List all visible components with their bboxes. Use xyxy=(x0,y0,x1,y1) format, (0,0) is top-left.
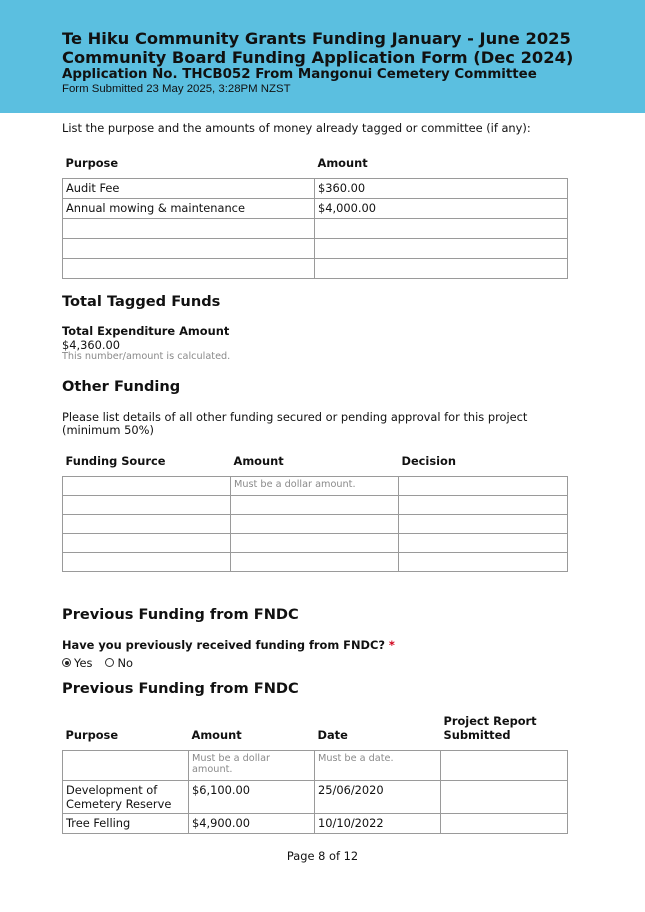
decision-cell xyxy=(399,534,568,553)
hint-cell: Must be a date. xyxy=(315,751,441,781)
funding-source-cell xyxy=(63,515,231,534)
amount-cell xyxy=(231,496,399,515)
submitted-date: Form Submitted 23 May 2025, 3:28PM NZST xyxy=(62,83,291,95)
radio-yes-label: Yes xyxy=(74,655,93,670)
table-row xyxy=(63,477,568,496)
calculated-note: This number/amount is calculated. xyxy=(62,351,231,362)
hint-cell xyxy=(63,751,189,781)
col-header-amount: Amount xyxy=(233,454,284,468)
funding-source-cell xyxy=(63,496,231,515)
previous-funding-question-title: Previous Funding from FNDC xyxy=(62,606,299,623)
purpose-cell: Development of Cemetery Reserve xyxy=(63,781,189,814)
previous-funding-radio-group xyxy=(62,652,141,671)
amount-cell xyxy=(315,258,568,278)
col-header-amount: Amount xyxy=(191,728,242,742)
hint-cell xyxy=(441,751,568,781)
other-funding-title: Other Funding xyxy=(62,378,181,395)
purpose-cell: Annual mowing & maintenance xyxy=(63,198,315,218)
radio-empty-icon xyxy=(105,658,114,667)
col-header-date: Date xyxy=(317,728,348,742)
application-number: Application No. THCB052 From Mangonui Cemetery Committee xyxy=(62,67,537,82)
amount-cell xyxy=(231,534,399,553)
table-row xyxy=(63,218,568,238)
total-tagged-title: Total Tagged Funds xyxy=(62,293,221,310)
table-row xyxy=(63,258,568,278)
amount-cell: $6,100.00 xyxy=(189,781,315,814)
funding-source-cell xyxy=(63,477,231,496)
table-row xyxy=(63,178,568,198)
radio-yes[interactable] xyxy=(62,656,92,670)
col-header-decision: Decision xyxy=(401,454,456,468)
amount-cell xyxy=(231,515,399,534)
purpose-cell xyxy=(63,258,315,278)
radio-no-label: No xyxy=(117,655,133,670)
amount-cell xyxy=(231,553,399,572)
col-header-funding-source: Funding Source xyxy=(65,454,166,468)
col-header-purpose: Purpose xyxy=(65,728,119,742)
table-row xyxy=(63,534,568,553)
purpose-cell xyxy=(63,218,315,238)
tagged-table xyxy=(62,152,568,279)
date-cell: 10/10/2022 xyxy=(315,814,441,834)
table-row xyxy=(63,198,568,218)
hint-cell: Must be a dollar amount. xyxy=(189,751,315,781)
other-funding-table xyxy=(62,454,568,572)
table-row xyxy=(63,781,568,814)
funding-source-cell xyxy=(63,553,231,572)
funding-source-cell xyxy=(63,534,231,553)
amount-cell: $4,900.00 xyxy=(189,814,315,834)
radio-selected-icon xyxy=(62,658,71,667)
report-cell xyxy=(441,781,568,814)
previous-funding-question xyxy=(62,639,395,652)
hint-row xyxy=(63,751,568,781)
required-marker: * xyxy=(388,638,395,652)
amount-cell xyxy=(315,218,568,238)
table-row xyxy=(63,238,568,258)
amount-cell: $360.00 xyxy=(315,178,568,198)
purpose-cell: Audit Fee xyxy=(63,178,315,198)
total-expenditure-value: $4,360.00 xyxy=(62,338,120,352)
tagged-intro: List the purpose and the amounts of money already tagged or committee (if any): xyxy=(62,121,531,135)
amount-cell xyxy=(315,238,568,258)
decision-cell xyxy=(399,477,568,496)
decision-cell xyxy=(399,515,568,534)
decision-cell xyxy=(399,553,568,572)
purpose-cell xyxy=(63,238,315,258)
header-banner xyxy=(0,0,645,113)
table-row xyxy=(63,814,568,834)
table-row xyxy=(63,515,568,534)
previous-funding-table-title: Previous Funding from FNDC xyxy=(62,680,299,697)
question-text: Have you previously received funding from FNDC? xyxy=(62,638,385,652)
report-cell xyxy=(441,814,568,834)
table-row xyxy=(63,553,568,572)
amount-hint: Must be a dollar amount. xyxy=(231,477,399,496)
col-header-report: Project Report Submitted xyxy=(443,714,537,742)
radio-no[interactable] xyxy=(105,656,133,670)
decision-cell xyxy=(399,496,568,515)
table-row xyxy=(63,496,568,515)
date-cell: 25/06/2020 xyxy=(315,781,441,814)
form-subtitle: Community Board Funding Application Form (Dec 2024) xyxy=(62,48,574,67)
form-title: Te Hiku Community Grants Funding January - June 2025 xyxy=(62,29,571,48)
purpose-cell: Tree Felling xyxy=(63,814,189,834)
other-funding-intro: Please list details of all other funding secured or pending approval for this project (minimum 50%) xyxy=(62,410,528,437)
previous-funding-table xyxy=(62,714,568,834)
col-header-amount: Amount xyxy=(317,155,368,170)
amount-cell: $4,000.00 xyxy=(315,198,568,218)
col-header-purpose: Purpose xyxy=(65,155,119,170)
page-number: Page 8 of 12 xyxy=(286,849,359,863)
total-expenditure-label: Total Expenditure Amount xyxy=(62,324,230,338)
